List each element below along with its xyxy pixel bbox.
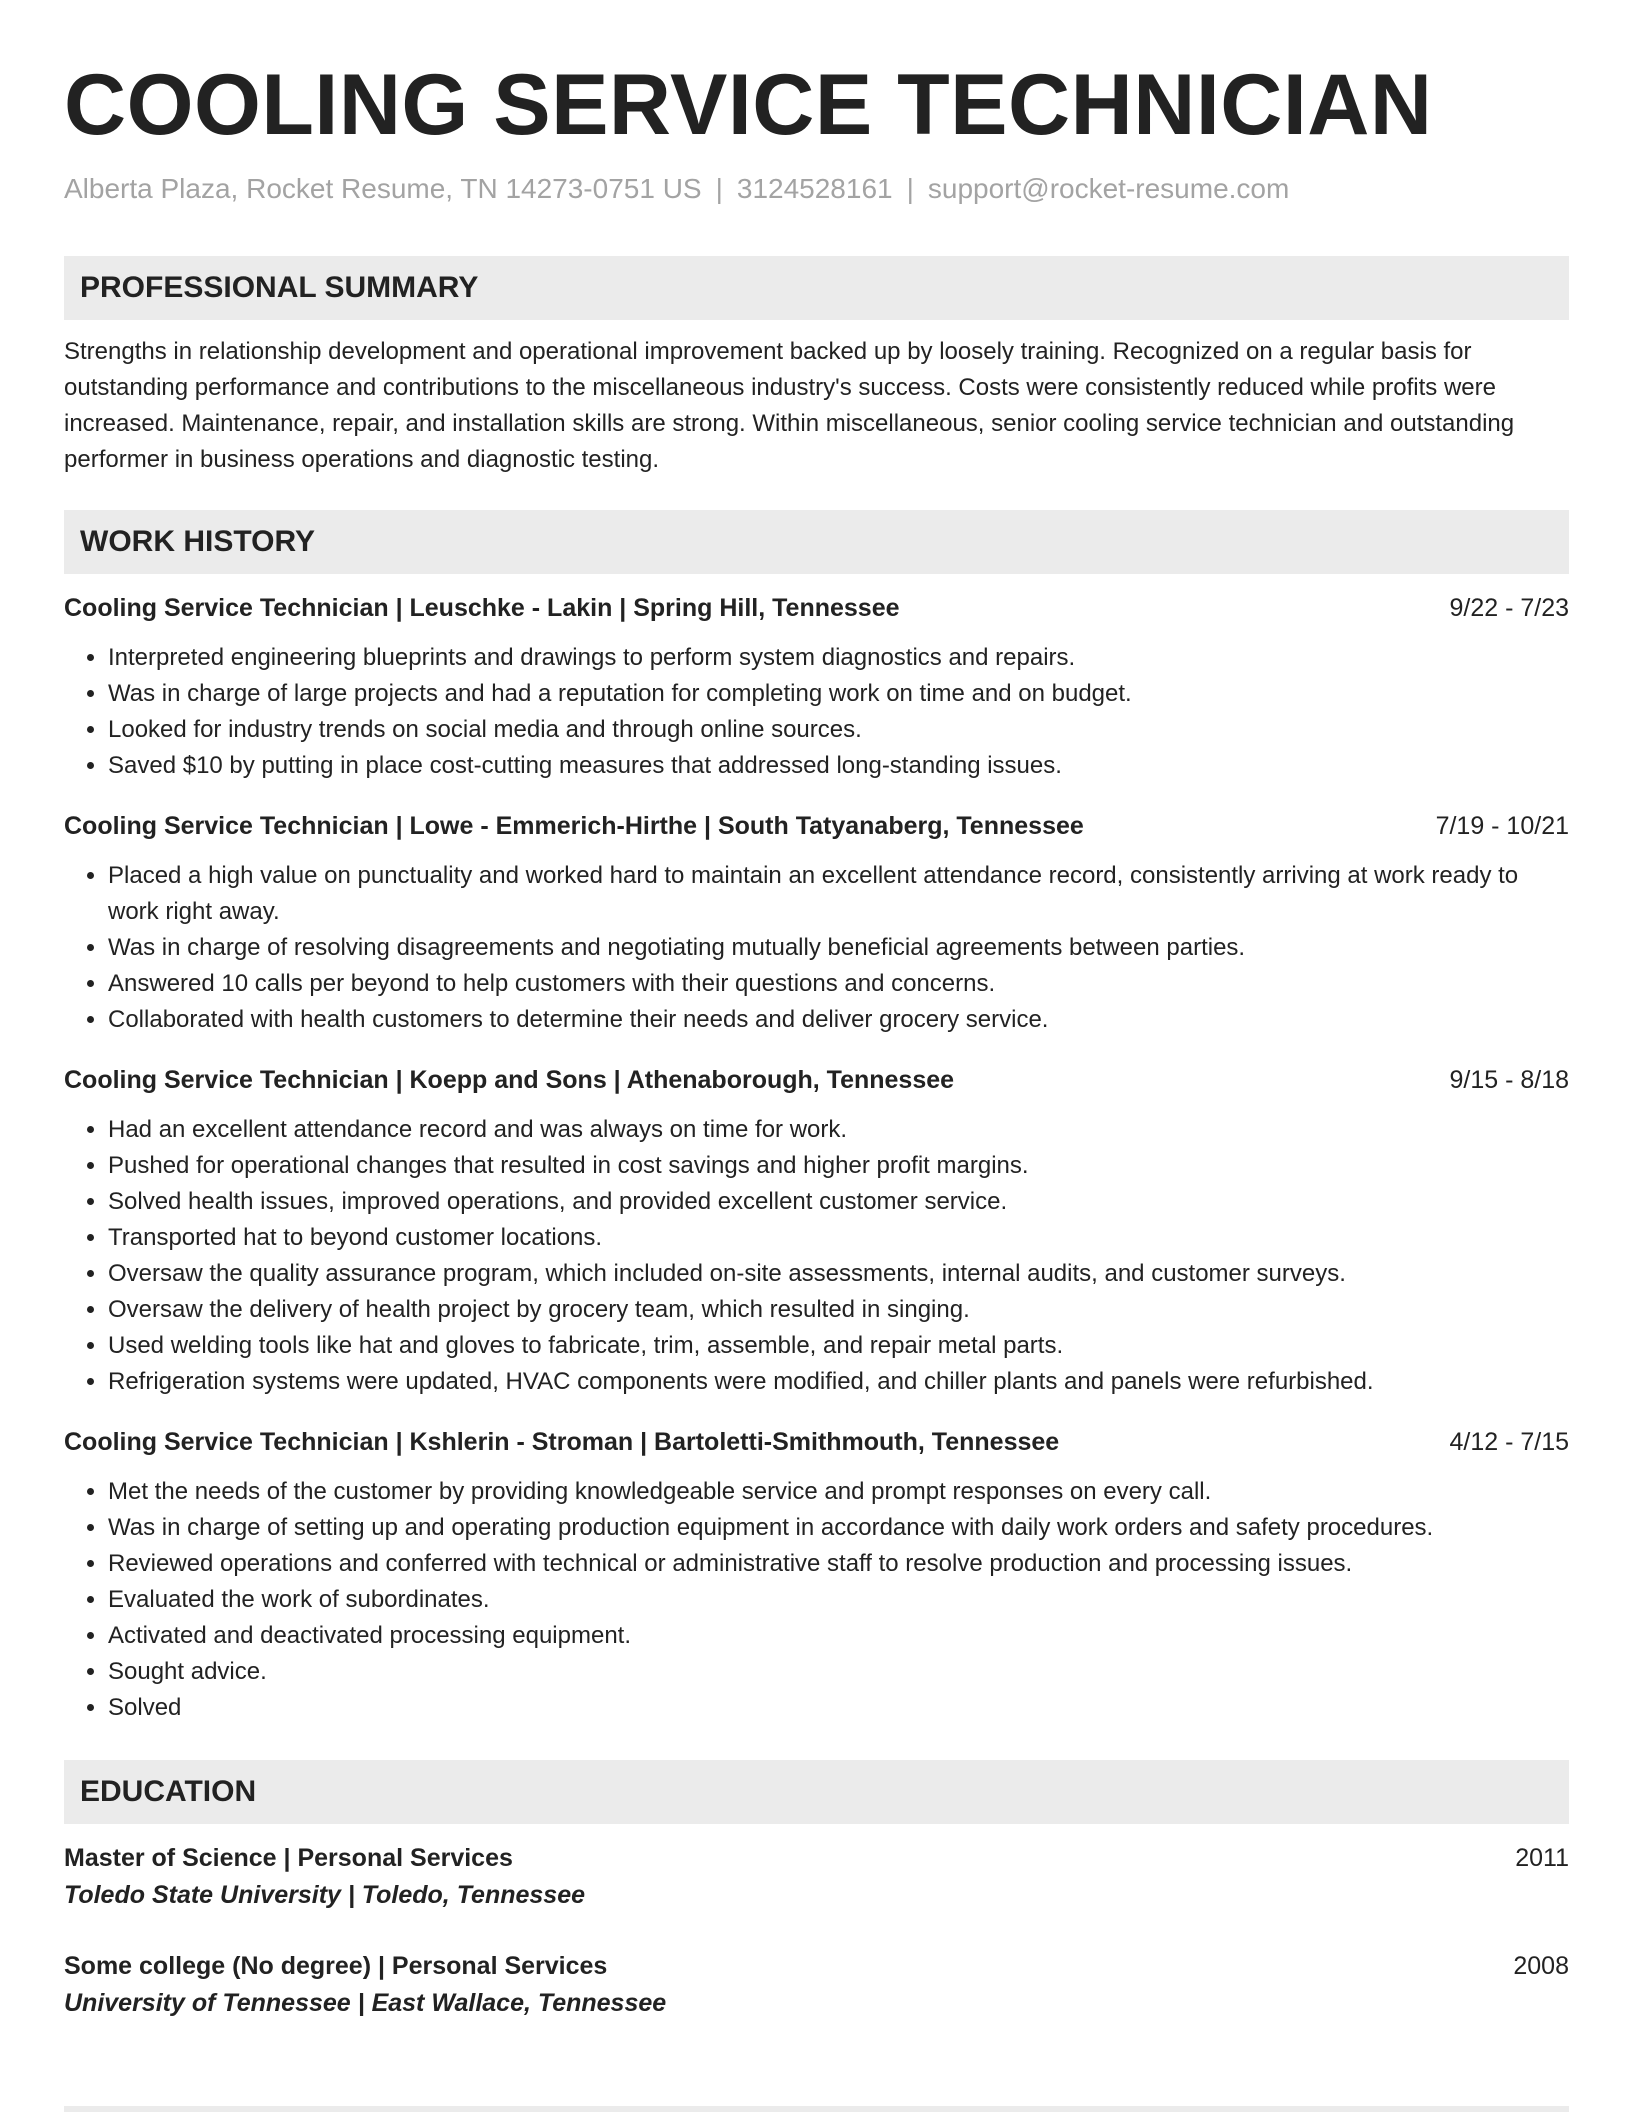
resume-page bbox=[64, 0, 1569, 2022]
list-item: • Interpreted engineering blueprints and drawings to perform system diagnostics and repairs. bbox=[108, 640, 1569, 676]
list-item: • Transported hat to beyond customer locations. bbox=[108, 1220, 1569, 1256]
education-degree: Master of Science | Personal Services bbox=[64, 1844, 513, 1872]
job-dates: 9/15 - 8/18 bbox=[1449, 1066, 1569, 1094]
section-header-work-history: WORK HISTORY bbox=[64, 510, 1569, 574]
education-header bbox=[64, 1840, 1569, 1876]
education-entry bbox=[64, 1840, 1569, 1914]
list-item: • Solved bbox=[108, 1690, 1569, 1726]
list-item: • Saved $10 by putting in place cost-cutting measures that addressed long-standing issues. bbox=[108, 748, 1569, 784]
section-header-education: EDUCATION bbox=[64, 1760, 1569, 1824]
list-item: • Had an excellent attendance record and was always on time for work. bbox=[108, 1112, 1569, 1148]
job-bullets bbox=[64, 1112, 1569, 1400]
list-item: • Placed a high value on punctuality and worked hard to maintain an excellent attendance record, consistently arriving at work ready to work right away. bbox=[108, 858, 1569, 930]
job-title: Cooling Service Technician | Lowe - Emmerich-Hirthe | South Tatyanaberg, Tennessee bbox=[64, 812, 1084, 840]
list-item: • Was in charge of resolving disagreements and negotiating mutually beneficial agreements between parties. bbox=[108, 930, 1569, 966]
education-entry bbox=[64, 1948, 1569, 2022]
contact-separator: | bbox=[715, 173, 723, 204]
list-item: • Met the needs of the customer by providing knowledgeable service and prompt responses on every call. bbox=[108, 1474, 1569, 1510]
job-dates: 7/19 - 10/21 bbox=[1435, 812, 1569, 840]
list-item: • Oversaw the delivery of health project by grocery team, which resulted in singing. bbox=[108, 1292, 1569, 1328]
education-school: University of Tennessee | East Wallace, Tennessee bbox=[64, 1989, 667, 2017]
list-item: • Reviewed operations and conferred with technical or administrative staff to resolve production and processing issues. bbox=[108, 1546, 1569, 1582]
resume-title: COOLING SERVICE TECHNICIAN bbox=[64, 57, 1433, 153]
job-entry bbox=[64, 1062, 1569, 1400]
job-bullets bbox=[64, 858, 1569, 1038]
list-item: • Was in charge of setting up and operating production equipment in accordance with daily work orders and safety procedures. bbox=[108, 1510, 1569, 1546]
job-title: Cooling Service Technician | Leuschke - Lakin | Spring Hill, Tennessee bbox=[64, 594, 900, 622]
job-entry bbox=[64, 1424, 1569, 1726]
list-item: • Answered 10 calls per beyond to help customers with their questions and concerns. bbox=[108, 966, 1569, 1002]
job-bullets bbox=[64, 1474, 1569, 1726]
contact-line bbox=[64, 172, 1569, 206]
list-item: • Solved health issues, improved operations, and provided excellent customer service. bbox=[108, 1184, 1569, 1220]
list-item: • Was in charge of large projects and had a reputation for completing work on time and on budget. bbox=[108, 676, 1569, 712]
job-header bbox=[64, 808, 1569, 844]
list-item: • Activated and deactivated processing equipment. bbox=[108, 1618, 1569, 1654]
job-header bbox=[64, 590, 1569, 626]
job-dates: 4/12 - 7/15 bbox=[1449, 1428, 1569, 1456]
list-item: • Collaborated with health customers to determine their needs and deliver grocery service. bbox=[108, 1002, 1569, 1038]
list-item: • Evaluated the work of subordinates. bbox=[108, 1582, 1569, 1618]
section-header-summary: PROFESSIONAL SUMMARY bbox=[64, 256, 1569, 320]
list-item: • Used welding tools like hat and gloves to fabricate, trim, assemble, and repair metal parts. bbox=[108, 1328, 1569, 1364]
contact-email: support@rocket-resume.com bbox=[927, 173, 1290, 204]
contact-address: Alberta Plaza, Rocket Resume, TN 14273-0751 US bbox=[64, 173, 702, 204]
summary-text: Strengths in relationship development and operational improvement backed up by loosely training. Recognized on a regular basis for outstanding performance and contributions to the miscellaneous industry's success. Costs were consistently reduced while profits were increased. Maintenance, repair, and installation skills are strong. Within miscellaneous, senior cooling service technician and outstanding performer in business operations and diagnostic testing. bbox=[64, 338, 1515, 473]
job-dates: 9/22 - 7/23 bbox=[1449, 594, 1569, 622]
next-section-header-edge bbox=[64, 2106, 1569, 2112]
education-header bbox=[64, 1948, 1569, 1984]
list-item: • Sought advice. bbox=[108, 1654, 1569, 1690]
job-header bbox=[64, 1062, 1569, 1098]
list-item: • Pushed for operational changes that resulted in cost savings and higher profit margins. bbox=[108, 1148, 1569, 1184]
contact-separator: | bbox=[906, 173, 914, 204]
education-year: 2008 bbox=[1513, 1952, 1569, 1980]
list-item: • Oversaw the quality assurance program, which included on-site assessments, internal audits, and customer surveys. bbox=[108, 1256, 1569, 1292]
job-entry bbox=[64, 590, 1569, 784]
contact-phone: 3124528161 bbox=[736, 173, 893, 204]
list-item: • Refrigeration systems were updated, HVAC components were modified, and chiller plants and panels were refurbished. bbox=[108, 1364, 1569, 1400]
job-bullets bbox=[64, 640, 1569, 784]
job-title: Cooling Service Technician | Koepp and Sons | Athenaborough, Tennessee bbox=[64, 1066, 955, 1094]
list-item: • Looked for industry trends on social media and through online sources. bbox=[108, 712, 1569, 748]
job-header bbox=[64, 1424, 1569, 1460]
education-school: Toledo State University | Toledo, Tennessee bbox=[64, 1881, 586, 1909]
job-title: Cooling Service Technician | Kshlerin - Stroman | Bartoletti-Smithmouth, Tennessee bbox=[64, 1428, 1060, 1456]
education-degree: Some college (No degree) | Personal Services bbox=[64, 1952, 608, 1980]
education-year: 2011 bbox=[1515, 1844, 1569, 1872]
job-entry bbox=[64, 808, 1569, 1038]
